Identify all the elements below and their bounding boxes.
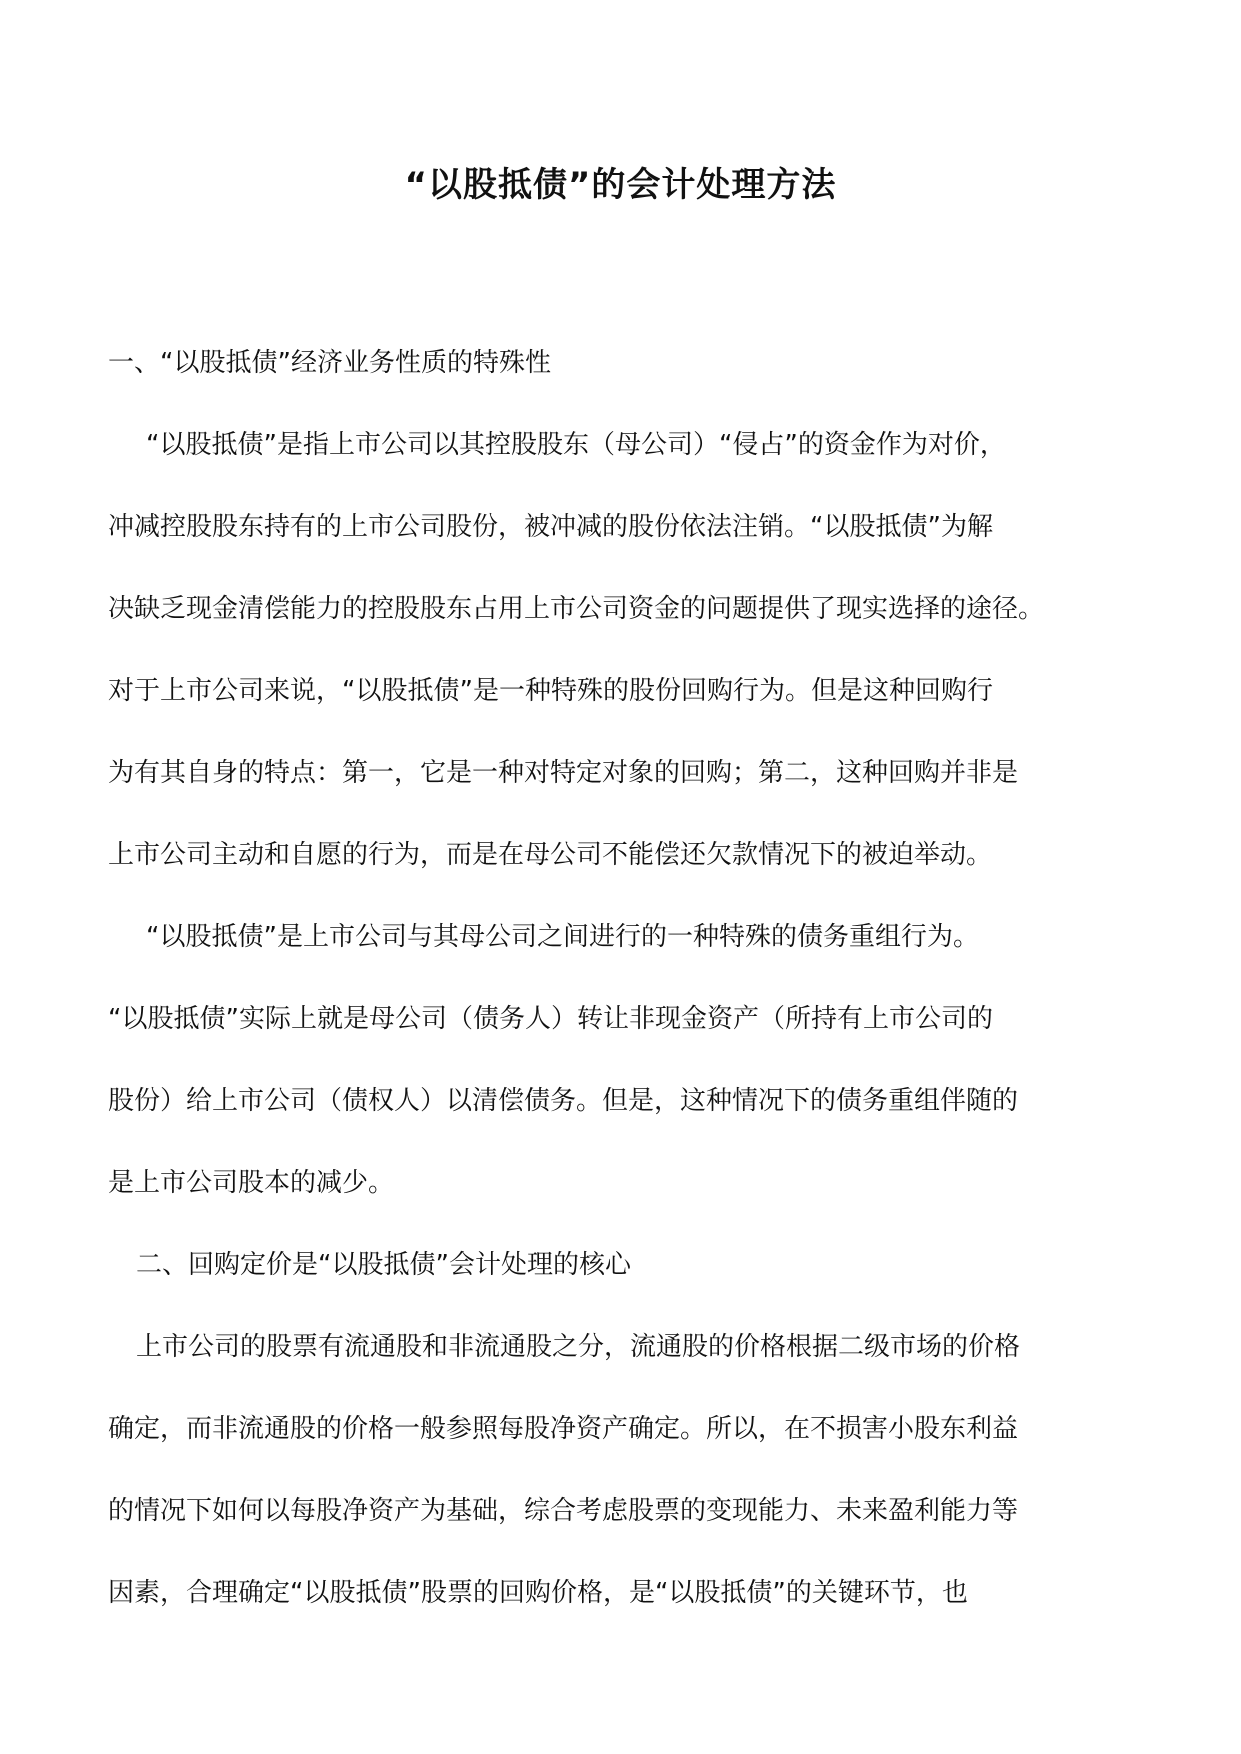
paragraph-line: 上市公司的股票有流通股和非流通股之分，流通股的价格根据二级市场的价格 xyxy=(136,1332,1021,1362)
paragraph-line: 因素，合理确定“以股抵债”股票的回购价格，是“以股抵债”的关键环节，也 xyxy=(108,1578,968,1608)
paragraph-line: “以股抵债”是指上市公司以其控股股东（母公司）“侵占”的资金作为对价， xyxy=(146,430,1006,460)
document-title: “以股抵债”的会计处理方法 xyxy=(404,165,837,205)
paragraph-line: “以股抵债”是上市公司与其母公司之间进行的一种特殊的债务重组行为。 xyxy=(146,922,979,952)
paragraph-line: 冲减控股股东持有的上市公司股份，被冲减的股份依法注销。“以股抵债”为解 xyxy=(108,512,993,542)
paragraph-line: 决缺乏现金清偿能力的控股股东占用上市公司资金的问题提供了现实选择的途径。 xyxy=(108,594,1045,624)
document-body xyxy=(108,340,1138,1652)
paragraph-line: 对于上市公司来说，“以股抵债”是一种特殊的股份回购行为。但是这种回购行 xyxy=(108,676,993,706)
paragraph-line: 股份）给上市公司（债权人）以清偿债务。但是，这种情况下的债务重组伴随的 xyxy=(108,1086,1019,1116)
paragraph-line: 为有其自身的特点：第一，它是一种对特定对象的回购；第二，这种回购并非是 xyxy=(108,758,1019,788)
section-heading-2: 二、回购定价是“以股抵债”会计处理的核心 xyxy=(136,1250,631,1280)
paragraph-line: 确定，而非流通股的价格一般参照每股净资产确定。所以，在不损害小股东利益 xyxy=(108,1414,1019,1444)
paragraph-line: 的情况下如何以每股净资产为基础，综合考虑股票的变现能力、未来盈利能力等 xyxy=(108,1496,1019,1526)
paragraph-line: 上市公司主动和自愿的行为，而是在母公司不能偿还欠款情况下的被迫举动。 xyxy=(108,840,993,870)
paragraph-line: 是上市公司股本的减少。 xyxy=(108,1168,395,1198)
paragraph-line: “以股抵债”实际上就是母公司（债务人）转让非现金资产（所持有上市公司的 xyxy=(108,1004,993,1034)
section-heading-1: 一、“以股抵债”经济业务性质的特殊性 xyxy=(108,348,551,378)
